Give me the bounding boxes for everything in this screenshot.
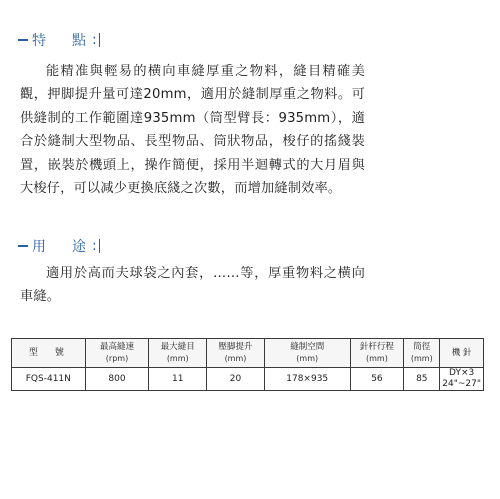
usage-paragraph: 適用於高而夫球袋之內套，……等，厚重物料之横向車縫。 — [20, 266, 365, 305]
needle-line-1: DY×3 — [449, 368, 475, 378]
cell-max-speed: 800 — [85, 368, 149, 391]
heading-marker — [18, 245, 28, 247]
features-heading — [18, 30, 100, 50]
usage-heading — [18, 236, 100, 256]
cell-cylinder-diameter: 85 — [404, 368, 440, 391]
header-model: 型 號 — [12, 339, 86, 368]
cell-model: FQS-411N — [12, 368, 86, 391]
heading-marker — [18, 39, 28, 41]
cell-presser-lift: 20 — [207, 368, 265, 391]
header-needle: 機 針 — [440, 339, 484, 368]
cell-needle-bar-stroke: 56 — [350, 368, 404, 391]
features-heading-text: 特 點 — [32, 33, 92, 49]
table-row — [12, 368, 484, 391]
heading-bar — [99, 33, 100, 47]
header-cylinder-diameter: 筒徑 (mm) — [404, 339, 440, 368]
heading-bar — [99, 239, 100, 253]
needle-line-2: 24"~27" — [442, 379, 481, 389]
usage-heading-colon: : — [92, 238, 97, 254]
usage-heading-text: 用 途 — [32, 239, 92, 255]
header-presser-lift: 壓脚提升 (mm) — [207, 339, 265, 368]
features-heading-colon: : — [92, 32, 97, 48]
cell-sewing-space: 178×935 — [264, 368, 350, 391]
features-paragraph: 能精准與輕易的横向車縫厚重之物料，縫目精確美觀，押脚提升量可達20mm，適用於縫制厚重之物料。可供縫制的工作範圍達935mm（筒型臂長：935mm），適合於縫制大型物品、長型物品、筒狀物品，梭仔的搖綫裝置，嵌裝於機頭上，操作簡便，採用半迴轉式的大月眉與大梭仔，可以减少更換底綫之次數，而增加縫制效率。 — [20, 64, 365, 197]
cell-needle — [440, 368, 484, 391]
spec-table-header-row — [12, 339, 484, 368]
header-max-speed: 最高縫速 (rpm) — [85, 339, 149, 368]
header-sewing-space: 縫制空間 (mm) — [264, 339, 350, 368]
header-max-stitch: 最大縫目 (mm) — [149, 339, 207, 368]
spec-table — [11, 338, 484, 391]
cell-max-stitch: 11 — [149, 368, 207, 391]
header-needle-bar-stroke: 針杆行程 (mm) — [350, 339, 404, 368]
